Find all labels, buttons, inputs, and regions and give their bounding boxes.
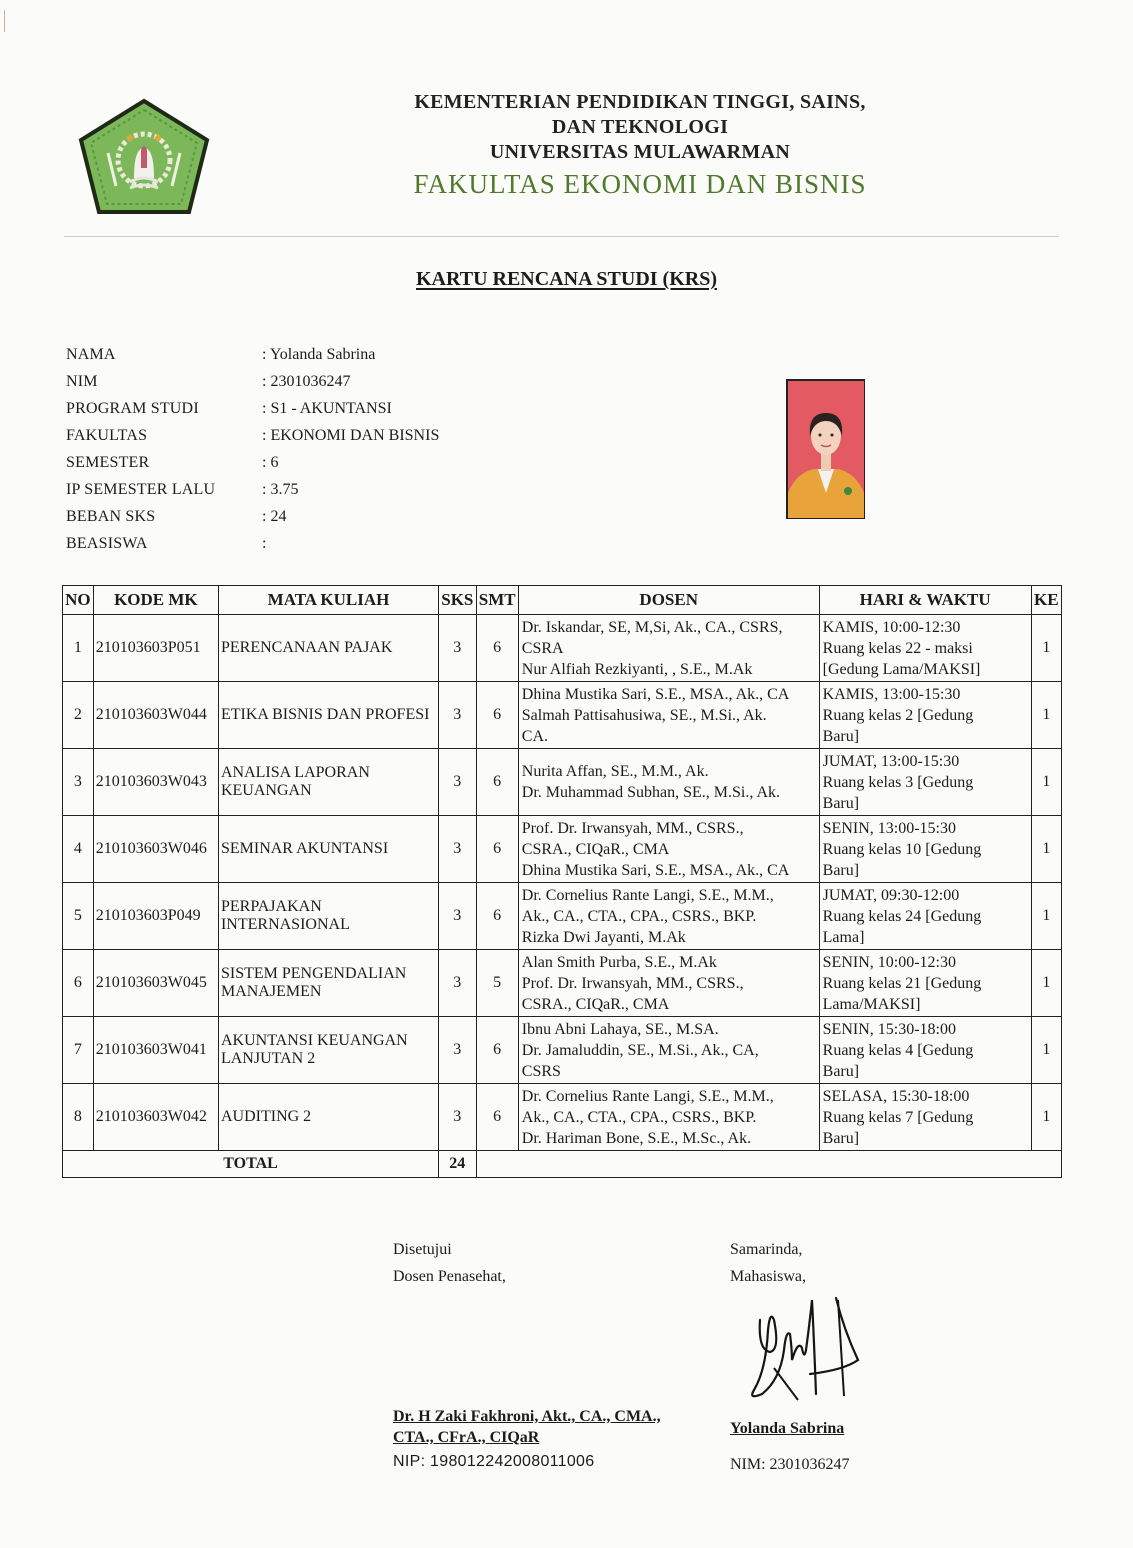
info-label: IP SEMESTER LALU [66, 480, 216, 498]
ministry-line-1: KEMENTERIAN PENDIDIKAN TINGGI, SAINS, [414, 91, 866, 113]
lecturer-name-line: CSRA [521, 639, 564, 657]
lecturer-name-line: Salmah Pattisahusiwa, SE., M.Si., Ak. [521, 706, 767, 724]
table-row [63, 1084, 1062, 1151]
cell-kode-mk: 210103603W041 [93, 1017, 218, 1084]
table-row [63, 615, 1062, 682]
column-header-smt: SMT [476, 586, 518, 615]
advisor-name-line-1: Dr. H Zaki Fakhroni, Akt., CA., CMA., [393, 1408, 661, 1425]
university-name: UNIVERSITAS MULAWARMAN [489, 141, 791, 163]
schedule-line: Baru] [822, 861, 860, 879]
info-label: NIM [66, 372, 98, 390]
cell-sks: 3 [439, 1017, 476, 1084]
cell-no: 5 [63, 883, 94, 950]
ministry-line-2: DAN TEKNOLOGI [551, 116, 729, 138]
cell-ke: 1 [1031, 615, 1061, 682]
lecturer-name-line: Alan Smith Purba, S.E., M.Ak [521, 953, 717, 971]
cell-sks: 3 [439, 816, 476, 883]
schedule-line: Baru] [822, 1062, 860, 1080]
info-value: : S1 - AKUNTANSI [262, 399, 392, 417]
info-value: : 24 [262, 507, 287, 525]
schedule-line: SENIN, 13:00-15:30 [822, 819, 956, 837]
info-value: : [262, 534, 267, 552]
schedule-line: Ruang kelas 24 [Gedung [822, 907, 982, 925]
cell-mata-kuliah: PERENCANAAN PAJAK [218, 615, 438, 682]
student-info [66, 341, 439, 557]
table-row [63, 883, 1062, 950]
table-row [63, 1017, 1062, 1084]
cell-kode-mk: 210103603P051 [93, 615, 218, 682]
lecturer-name-line: Dr. Muhammad Subhan, SE., M.Si., Ak. [521, 784, 781, 801]
schedule-line: Ruang kelas 21 [Gedung [822, 974, 982, 992]
cell-smt: 5 [476, 950, 518, 1017]
info-row-nama [66, 341, 439, 368]
student-name-signed: Yolanda Sabrina [730, 1420, 845, 1437]
advisor-approval-block [393, 1241, 506, 1295]
letterhead [380, 90, 900, 202]
approval-label: Disetujui [393, 1241, 452, 1258]
info-row-nim [66, 368, 439, 395]
student-role-label: Mahasiswa, [730, 1268, 806, 1285]
cell-hari-waktu [819, 1084, 1031, 1151]
schedule-line: KAMIS, 13:00-15:30 [822, 685, 961, 703]
cell-no: 1 [63, 615, 94, 682]
info-row-fakultas [66, 422, 439, 449]
faculty-name: FAKULTAS EKONOMI DAN BISNIS [413, 169, 867, 199]
total-label: TOTAL [63, 1151, 439, 1178]
cell-dosen [518, 1017, 819, 1084]
lecturer-name-line: Ibnu Abni Lahaya, SE., M.SA. [521, 1020, 719, 1038]
schedule-line: Ruang kelas 4 [Gedung [822, 1041, 974, 1059]
cell-kode-mk: 210103603W046 [93, 816, 218, 883]
total-sks: 24 [439, 1151, 476, 1178]
cell-dosen [518, 615, 819, 682]
cell-dosen [518, 816, 819, 883]
advisor-name [393, 1406, 661, 1448]
cell-mata-kuliah: SEMINAR AKUNTANSI [218, 816, 438, 883]
lecturer-name-line: Rizka Dwi Jayanti, M.Ak [521, 928, 686, 946]
schedule-line: SENIN, 15:30-18:00 [822, 1020, 956, 1038]
cell-smt: 6 [476, 1017, 518, 1084]
cell-sks: 3 [439, 682, 476, 749]
cell-ke: 1 [1031, 883, 1061, 950]
lecturer-name-line: Dhina Mustika Sari, S.E., MSA., Ak., CA [521, 861, 790, 879]
column-header-hari-waktu: HARI & WAKTU [819, 586, 1031, 615]
info-label: SEMESTER [66, 453, 150, 471]
advisor-role-label: Dosen Penasehat, [393, 1268, 506, 1285]
info-value: : EKONOMI DAN BISNIS [262, 426, 440, 444]
cell-kode-mk: 210103603W044 [93, 682, 218, 749]
lecturer-name-line: Ak., CA., CTA., CPA., CSRS., BKP. [521, 907, 757, 925]
cell-kode-mk: 210103603P049 [93, 883, 218, 950]
schedule-line: Baru] [822, 727, 860, 745]
lecturer-name-line: CSRS [521, 1062, 561, 1080]
handwritten-signature-icon [740, 1290, 870, 1410]
cell-ke: 1 [1031, 1017, 1061, 1084]
cell-kode-mk: 210103603W043 [93, 749, 218, 816]
info-label: BEASISWA [66, 534, 148, 552]
schedule-line: SELASA, 15:30-18:00 [822, 1087, 970, 1105]
cell-no: 6 [63, 950, 94, 1017]
cell-ke: 1 [1031, 749, 1061, 816]
cell-no: 7 [63, 1017, 94, 1084]
cell-hari-waktu [819, 883, 1031, 950]
cell-ke: 1 [1031, 1084, 1061, 1151]
cell-kode-mk: 210103603W042 [93, 1084, 218, 1151]
cell-smt: 6 [476, 816, 518, 883]
lecturer-name-line: Dr. Hariman Bone, S.E., M.Sc., Ak. [521, 1129, 752, 1147]
info-label: BEBAN SKS [66, 507, 156, 525]
university-logo-icon [78, 98, 210, 216]
info-label: NAMA [66, 345, 116, 363]
lecturer-name-line: CSRA., CIQaR., CMA [521, 995, 670, 1013]
lecturer-name-line: Nurita Affan, SE., M.M., Ak. [521, 763, 709, 780]
cell-mata-kuliah: SISTEM PENGENDALIAN MANAJEMEN [218, 950, 438, 1017]
cell-hari-waktu [819, 816, 1031, 883]
info-value: : 3.75 [262, 480, 299, 498]
cell-dosen [518, 1084, 819, 1151]
cell-no: 4 [63, 816, 94, 883]
cell-mata-kuliah: AKUNTANSI KEUANGAN LANJUTAN 2 [218, 1017, 438, 1084]
schedule-line: Ruang kelas 2 [Gedung [822, 706, 974, 724]
advisor-nip: NIP: 198012242008011006 [393, 1453, 595, 1470]
cell-sks: 3 [439, 1084, 476, 1151]
info-row-beban-sks [66, 503, 439, 530]
student-photo-icon [786, 379, 865, 519]
lecturer-name-line: Dr. Cornelius Rante Langi, S.E., M.M., [521, 886, 774, 904]
lecturer-name-line: CSRA., CIQaR., CMA [521, 840, 670, 858]
krs-table [62, 585, 1062, 1178]
cell-no: 3 [63, 749, 94, 816]
cell-sks: 3 [439, 950, 476, 1017]
schedule-line: Lama/MAKSI] [822, 995, 921, 1013]
cell-dosen [518, 950, 819, 1017]
schedule-line: Ruang kelas 22 - maksi [822, 639, 973, 657]
student-nim-signed: NIM: 2301036247 [730, 1456, 850, 1473]
table-row [63, 816, 1062, 883]
cell-hari-waktu [819, 1017, 1031, 1084]
cell-ke: 1 [1031, 682, 1061, 749]
cell-kode-mk: 210103603W045 [93, 950, 218, 1017]
schedule-line: JUMAT, 09:30-12:00 [822, 886, 960, 904]
info-value: : 6 [262, 453, 279, 471]
cell-sks: 3 [439, 749, 476, 816]
cell-mata-kuliah: ETIKA BISNIS DAN PROFESI [218, 682, 438, 749]
document-title [0, 268, 1133, 291]
document-title-text: KARTU RENCANA STUDI (KRS) [416, 268, 717, 290]
table-header-row [63, 586, 1062, 615]
info-row-ip-semester-lalu [66, 476, 439, 503]
advisor-name-line-2: CTA., CFrA., CIQaR [393, 1429, 540, 1446]
table-total-row [63, 1151, 1062, 1178]
lecturer-name-line: Dhina Mustika Sari, S.E., MSA., Ak., CA [521, 685, 790, 703]
student-signature-block [730, 1241, 806, 1295]
column-header-kode-mk: KODE MK [93, 586, 218, 615]
page-edge-mark [4, 10, 5, 32]
table-row [63, 950, 1062, 1017]
info-value: : Yolanda Sabrina [262, 345, 376, 363]
cell-no: 8 [63, 1084, 94, 1151]
lecturer-name-line: Ak., CA., CTA., CPA., CSRS., BKP. [521, 1108, 757, 1126]
info-row-semester [66, 449, 439, 476]
cell-sks: 3 [439, 615, 476, 682]
lecturer-name-line: Dr. Iskandar, SE, M,Si, Ak., CA., CSRS, [521, 618, 783, 636]
schedule-line: JUMAT, 13:00-15:30 [822, 752, 960, 770]
cell-smt: 6 [476, 615, 518, 682]
cell-hari-waktu [819, 682, 1031, 749]
cell-smt: 6 [476, 682, 518, 749]
lecturer-name-line: Nur Alfiah Rezkiyanti, , S.E., M.Ak [521, 660, 753, 678]
cell-smt: 6 [476, 1084, 518, 1151]
info-label: PROGRAM STUDI [66, 399, 199, 417]
schedule-line: SENIN, 10:00-12:30 [822, 953, 956, 971]
place-label: Samarinda, [730, 1241, 803, 1258]
cell-hari-waktu [819, 615, 1031, 682]
cell-sks: 3 [439, 883, 476, 950]
lecturer-name-line: Dr. Cornelius Rante Langi, S.E., M.M., [521, 1087, 774, 1105]
column-header-dosen: DOSEN [518, 586, 819, 615]
column-header-no: NO [63, 586, 94, 615]
header-divider [64, 236, 1059, 237]
column-header-mata-kuliah: MATA KULIAH [218, 586, 438, 615]
schedule-line: KAMIS, 10:00-12:30 [822, 618, 961, 636]
cell-dosen [518, 883, 819, 950]
cell-mata-kuliah: ANALISA LAPORAN KEUANGAN [218, 749, 438, 816]
cell-mata-kuliah: AUDITING 2 [218, 1084, 438, 1151]
schedule-line: Baru] [822, 1129, 860, 1147]
schedule-line: Ruang kelas 7 [Gedung [822, 1108, 974, 1126]
schedule-line: Ruang kelas 10 [Gedung [822, 840, 982, 858]
schedule-line: Lama] [822, 928, 865, 946]
table-row [63, 682, 1062, 749]
cell-hari-waktu [819, 950, 1031, 1017]
lecturer-name-line: Prof. Dr. Irwansyah, MM., CSRS., [521, 819, 744, 837]
cell-hari-waktu [819, 749, 1031, 816]
cell-dosen [518, 749, 819, 816]
column-header-ke: KE [1031, 586, 1061, 615]
cell-mata-kuliah: PERPAJAKAN INTERNASIONAL [218, 883, 438, 950]
info-label: FAKULTAS [66, 426, 148, 444]
cell-dosen [518, 682, 819, 749]
total-empty-cell [476, 1151, 1061, 1178]
lecturer-name-line: Prof. Dr. Irwansyah, MM., CSRS., [521, 974, 744, 992]
cell-smt: 6 [476, 883, 518, 950]
cell-ke: 1 [1031, 950, 1061, 1017]
info-value: : 2301036247 [262, 372, 351, 390]
column-header-sks: SKS [439, 586, 476, 615]
info-row-program-studi [66, 395, 439, 422]
schedule-line: Baru] [822, 794, 860, 812]
cell-no: 2 [63, 682, 94, 749]
schedule-line: [Gedung Lama/MAKSI] [822, 660, 981, 678]
lecturer-name-line: Dr. Jamaluddin, SE., M.Si., Ak., CA, [521, 1041, 759, 1059]
cell-smt: 6 [476, 749, 518, 816]
table-row [63, 749, 1062, 816]
schedule-line: Ruang kelas 3 [Gedung [822, 773, 974, 791]
cell-ke: 1 [1031, 816, 1061, 883]
info-row-beasiswa [66, 530, 439, 557]
lecturer-name-line: CA. [521, 727, 549, 745]
